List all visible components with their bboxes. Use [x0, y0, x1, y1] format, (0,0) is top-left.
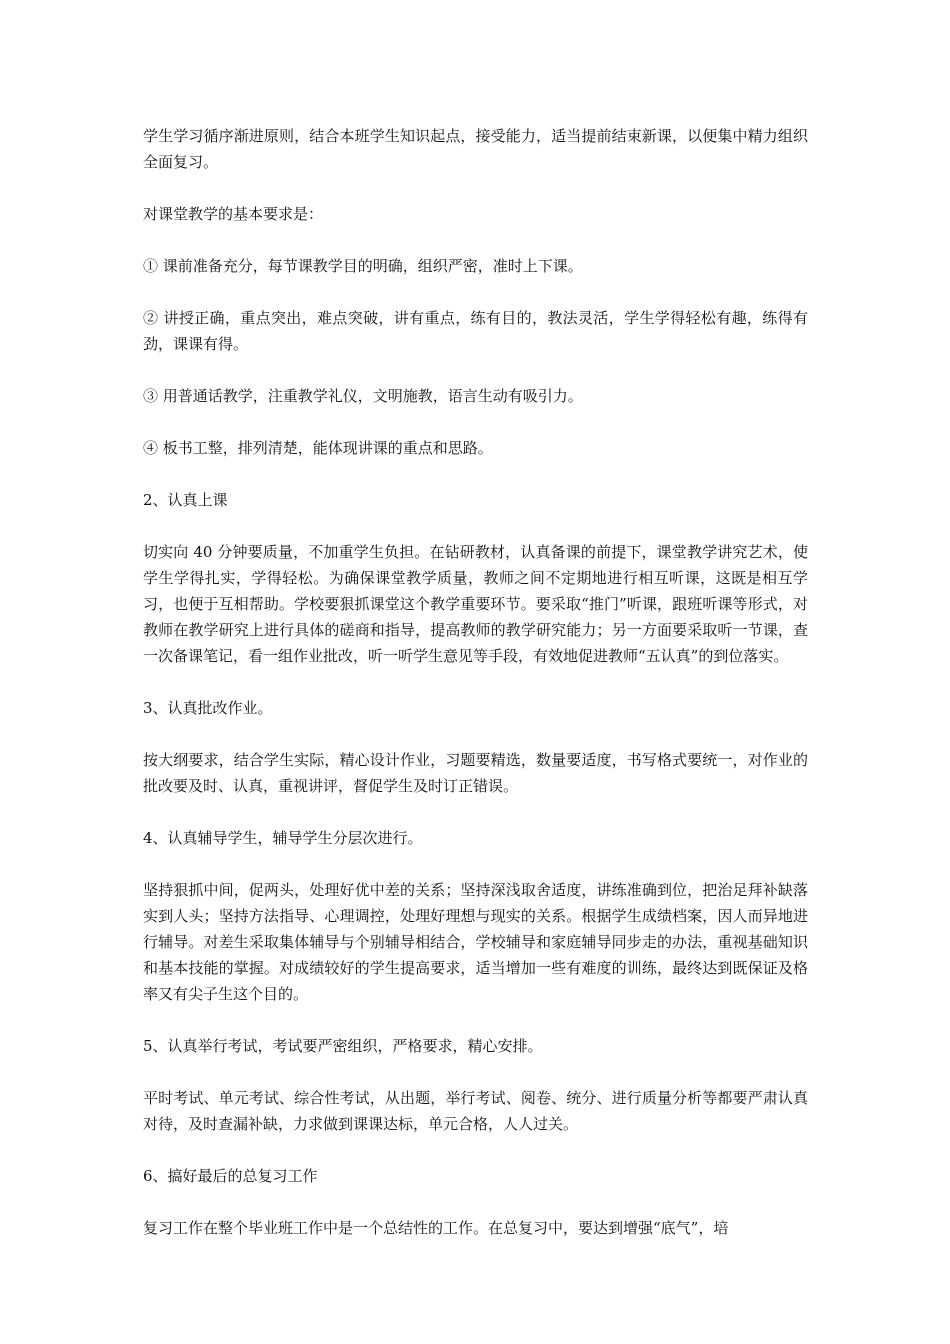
paragraph-requirement-4: ④ 板书工整，排列清楚，能体现讲课的重点和思路。 — [143, 439, 493, 457]
section-heading-6: 6、搞好最后的总复习工作 — [143, 1167, 318, 1185]
paragraph-teaching-quality: 切实向 40 分钟要质量，不加重学生负担。在钻研教材，认真备课的前提下，课堂教学讲究艺术，使学生学得扎实，学得轻松。为确保课堂教学质量，教师之间不定期地进行相互听课，这既是相互学习，也便于互相帮助。学校要狠抓课堂这个教学重要环节。要采取“推门”听课，跟班听课等形式，对教师在教学研究上进行具体的磋商和指导，提高教师的教学研究能力；另一方面要采取听一节课，查一次备课笔记，看一组作业批改，听一听学生意见等手段，有效地促进教师“五认真”的到位落实。 — [143, 543, 808, 665]
paragraph-requirement-3: ③ 用普通话教学，注重教学礼仪，文明施教，语言生动有吸引力。 — [143, 387, 583, 405]
paragraph-requirement-2: ② 讲授正确，重点突出，难点突破，讲有重点，练有目的，教法灵活，学生学得轻松有趣，练得有劲，课课有得。 — [143, 309, 808, 353]
section-heading-3: 3、认真批改作业。 — [143, 699, 273, 717]
paragraph-homework: 按大纲要求，结合学生实际，精心设计作业，习题要精选，数量要适度，书写格式要统一，对作业的批改要及时、认真，重视讲评，督促学生及时订正错误。 — [143, 751, 808, 795]
paragraph-review-principle: 学生学习循序渐进原则，结合本班学生知识起点，接受能力，适当提前结束新课，以便集中精力组织全面复习。 — [143, 127, 808, 171]
section-heading-2: 2、认真上课 — [143, 491, 228, 509]
section-heading-4: 4、认真辅导学生，辅导学生分层次进行。 — [143, 829, 423, 847]
paragraph-exams: 平时考试、单元考试、综合性考试，从出题，举行考试、阅卷、统分、进行质量分析等都要严肃认真对待，及时查漏补缺，力求做到课课达标，单元合格，人人过关。 — [143, 1089, 808, 1133]
document-page — [143, 123, 808, 1267]
paragraph-classroom-requirements-heading: 对课堂教学的基本要求是： — [143, 205, 324, 223]
paragraph-tutoring: 坚持狠抓中间，促两头，处理好优中差的关系；坚持深浅取舍适度，讲练准确到位，把治足拜补缺落实到人头；坚持方法指导、心理调控，处理好理想与现实的关系。根据学生成绩档案，因人而异地进行辅导。对差生采取集体辅导与个别辅导相结合，学校辅导和家庭辅导同步走的办法，重视基础知识和基本技能的掌握。对成绩较好的学生提高要求，适当增加一些有难度的训练，最终达到既保证及格率又有尖子生这个目的。 — [143, 881, 808, 1003]
paragraph-final-review: 复习工作在整个毕业班工作中是一个总结性的工作。在总复习中，要达到增强“底气”，培 — [143, 1219, 729, 1237]
section-heading-5: 5、认真举行考试，考试要严密组织，严格要求，精心安排。 — [143, 1037, 543, 1055]
paragraph-requirement-1: ① 课前准备充分，每节课教学目的明确，组织严密，准时上下课。 — [143, 257, 583, 275]
